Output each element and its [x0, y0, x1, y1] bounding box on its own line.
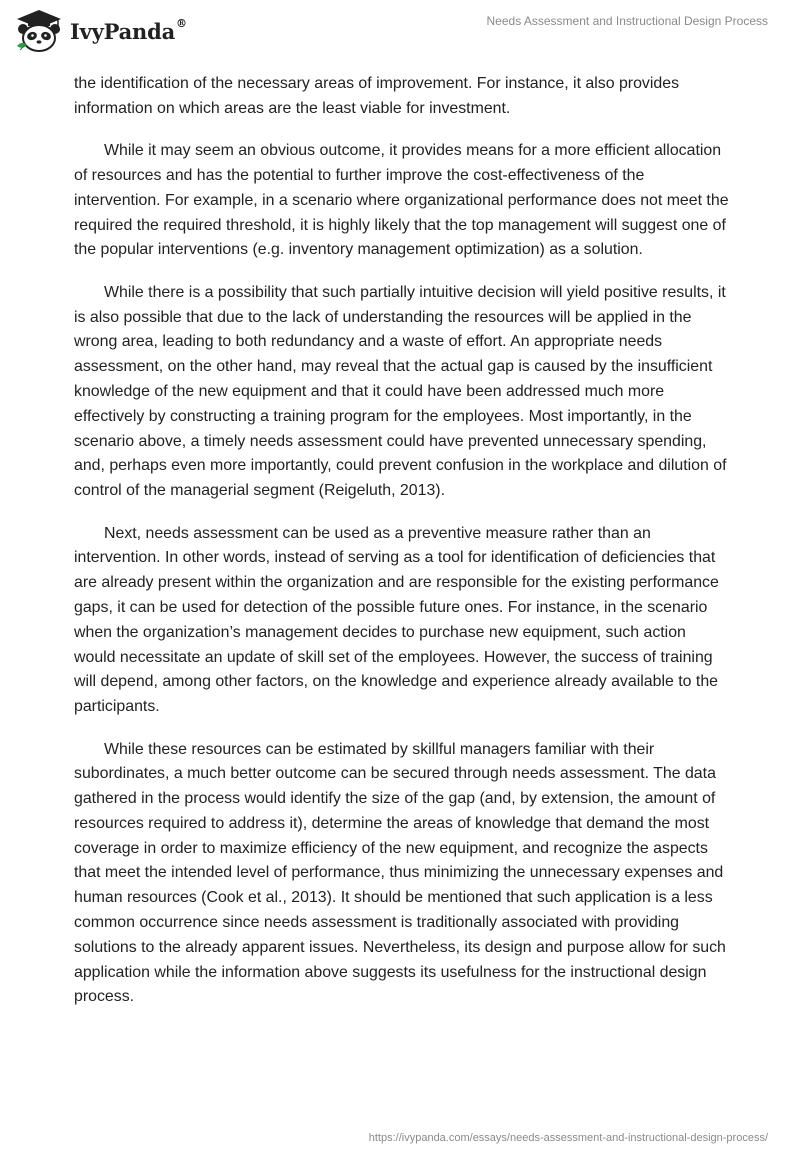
paragraph-5: While these resources can be estimated by skillful managers familiar with their subordinates, a much better outcome can be secured through needs assessment. The data gathered in the process would identify the size of the gap (and, by extension, the amount of resources required to address it), determine the areas of knowledge that demand the most coverage in order to maximize efficiency of the new equipment, and recognize the aspects that meet the intended level of performance, thus minimizing the unnecessary expenses and human resources (Cook et al., 2013). It should be mentioned that such application is a less common occurrence since needs assessment is traditionally associated with providing solutions to the already apparent issues. Nevertheless, its design and purpose allow for such application while the information above suggests its usefulness for the instructional design process. — [74, 740, 726, 1006]
footer-source-url[interactable]: https://ivypanda.com/essays/needs-assessment-and-instructional-design-process/ — [368, 1132, 768, 1144]
paragraph-3: While there is a possibility that such partially intuitive decision will yield positive results, it is also possible that due to the lack of understanding the resources will be applied in the wrong area, leading to both redundancy and a waste of effort. An appropriate needs assessment, on the other hand, may reveal that the actual gap is caused by the insufficient knowledge of the new equipment and that it could have been addressed much more effectively by constructing a training program for the employees. Most importantly, in the scenario above, a timely needs assessment could have prevented unnecessary spending, and, perhaps even more importantly, could prevent confusion in the workplace and dilution of control of the managerial segment (Reigeluth, 2013). — [74, 283, 727, 500]
ivypanda-logo[interactable] — [14, 8, 187, 54]
paragraph-1: the identification of the necessary areas of improvement. For instance, it also provides information on which areas are the least viable for investment. — [74, 75, 680, 117]
essay-body — [74, 72, 730, 1028]
brand-name-text: IvyPanda — [70, 18, 176, 44]
running-title: Needs Assessment and Instructional Design Process — [486, 14, 768, 28]
paragraph-4: Next, needs assessment can be used as a preventive measure rather than an intervention. In other words, instead of serving as a tool for identification of deficiencies that are already present within the organization and are responsible for the existing performance gaps, it can be used for detection of the possible future ones. For instance, in the scenario when the organization’s management decides to purchase new equipment, such action would necessitate an update of skill set of the employees. However, the success of training will depend, among other factors, on the knowledge and experience already available to the participants. — [74, 524, 719, 716]
registered-mark: ® — [176, 16, 187, 30]
panda-graduate-logo-icon — [14, 8, 64, 54]
page-header — [0, 0, 800, 70]
brand-name — [70, 16, 187, 44]
paragraph-2: While it may seem an obvious outcome, it provides means for a more efficient allocation of resources and has the potential to further improve the cost-effectiveness of the intervention. For example, in a scenario where organizational performance does not meet the required the required threshold, it is highly likely that the top management will suggest one of the popular interventions (e.g. inventory management optimization) as a solution. — [74, 142, 729, 259]
